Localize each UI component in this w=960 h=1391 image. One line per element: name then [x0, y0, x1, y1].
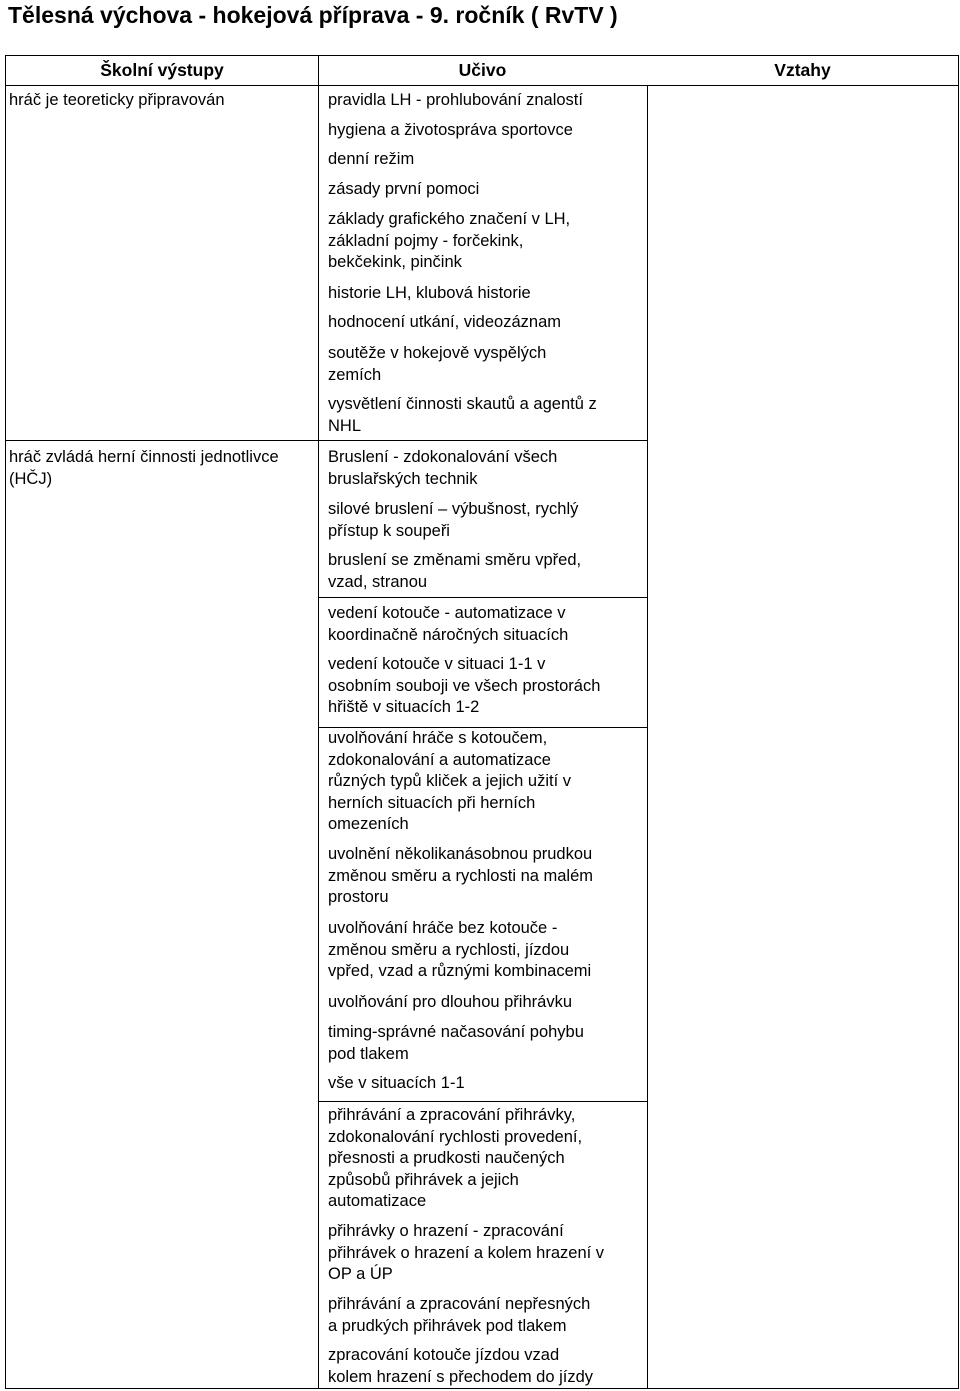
content-rule [318, 597, 647, 598]
column-rule [318, 55, 319, 1388]
content-item: timing-správné načasování pohybu pod tlakem [328, 1023, 584, 1063]
content-item: soutěže v hokejově vyspělých zemích [328, 344, 547, 384]
content-item: uvolňování hráče bez kotouče - změnou směru a rychlosti, jízdou vpřed, vzad a různými kombinacemi [328, 919, 592, 980]
content-item: pravidla LH - prohlubování znalostí [328, 91, 583, 109]
content-item: historie LH, klubová historie [328, 284, 531, 302]
content-item: vysvětlení činnosti skautů a agentů z NHL [328, 395, 597, 435]
content-item: přihrávání a zpracování nepřesných a prudkých přihrávek pod tlakem [328, 1295, 591, 1335]
content-item: uvolňování hráče s kotoučem, zdokonalování a automatizace různých typů kliček a jejich užití v herních situacích při herních omezeních [328, 729, 572, 833]
content-item: přihrávky o hrazení - zpracování přihrávek o hrazení a kolem hrazení v OP a ÚP [328, 1222, 605, 1283]
content-item: hygiena a životospráva sportovce [328, 121, 573, 139]
content-rule [318, 1101, 647, 1102]
content-item: zpracování kotouče jízdou vzad kolem hrazení s přechodem do jízdy [328, 1346, 594, 1386]
content-item: hodnocení utkání, videozáznam [328, 313, 561, 331]
content-item: uvolňování pro dlouhou přihrávku [328, 993, 572, 1011]
content-item: Bruslení - zdokonalování všech bruslařských technik [328, 448, 558, 488]
content-item: přihrávání a zpracování přihrávky, zdokonalování rychlosti provedení, přesnosti a prudkosti naučených způsobů přihrávek a jejich automatizace [328, 1106, 583, 1210]
header-school-outcomes: Školní výstupy [100, 60, 224, 80]
outcome-text: hráč zvládá herní činnosti jednotlivce (HČJ) [9, 448, 279, 488]
content-item: uvolnění několikanásobnou prudkou změnou směru a rychlosti na malém prostoru [328, 845, 594, 906]
curriculum-table [5, 55, 959, 1389]
content-item: silové bruslení – výbušnost, rychlý přístup k soupeři [328, 500, 579, 540]
header-relations: Vztahy [774, 60, 831, 80]
content-item: vedení kotouče - automatizace v koordinačně náročných situacích [328, 604, 569, 644]
outcome-text: hráč je teoreticky připravován [9, 91, 225, 109]
header-curriculum: Učivo [458, 60, 507, 80]
content-item: vedení kotouče v situaci 1-1 v osobním souboji ve všech prostorách hřiště v situacích 1-2 [328, 655, 601, 716]
content-item: vše v situacích 1-1 [328, 1074, 465, 1092]
page-title: Tělesná výchova - hokejová příprava - 9. ročník ( RvTV ) [8, 2, 618, 28]
content-item: základy grafického značení v LH, základní pojmy - forčekink, bekčekink, pinčink [328, 210, 571, 271]
row-rule [6, 440, 647, 441]
content-item: denní režim [328, 150, 415, 168]
header-rule [6, 85, 958, 86]
table-top-rule [6, 55, 958, 56]
content-item: bruslení se změnami směru vpřed, vzad, stranou [328, 551, 582, 591]
content-item: zásady první pomoci [328, 180, 480, 198]
